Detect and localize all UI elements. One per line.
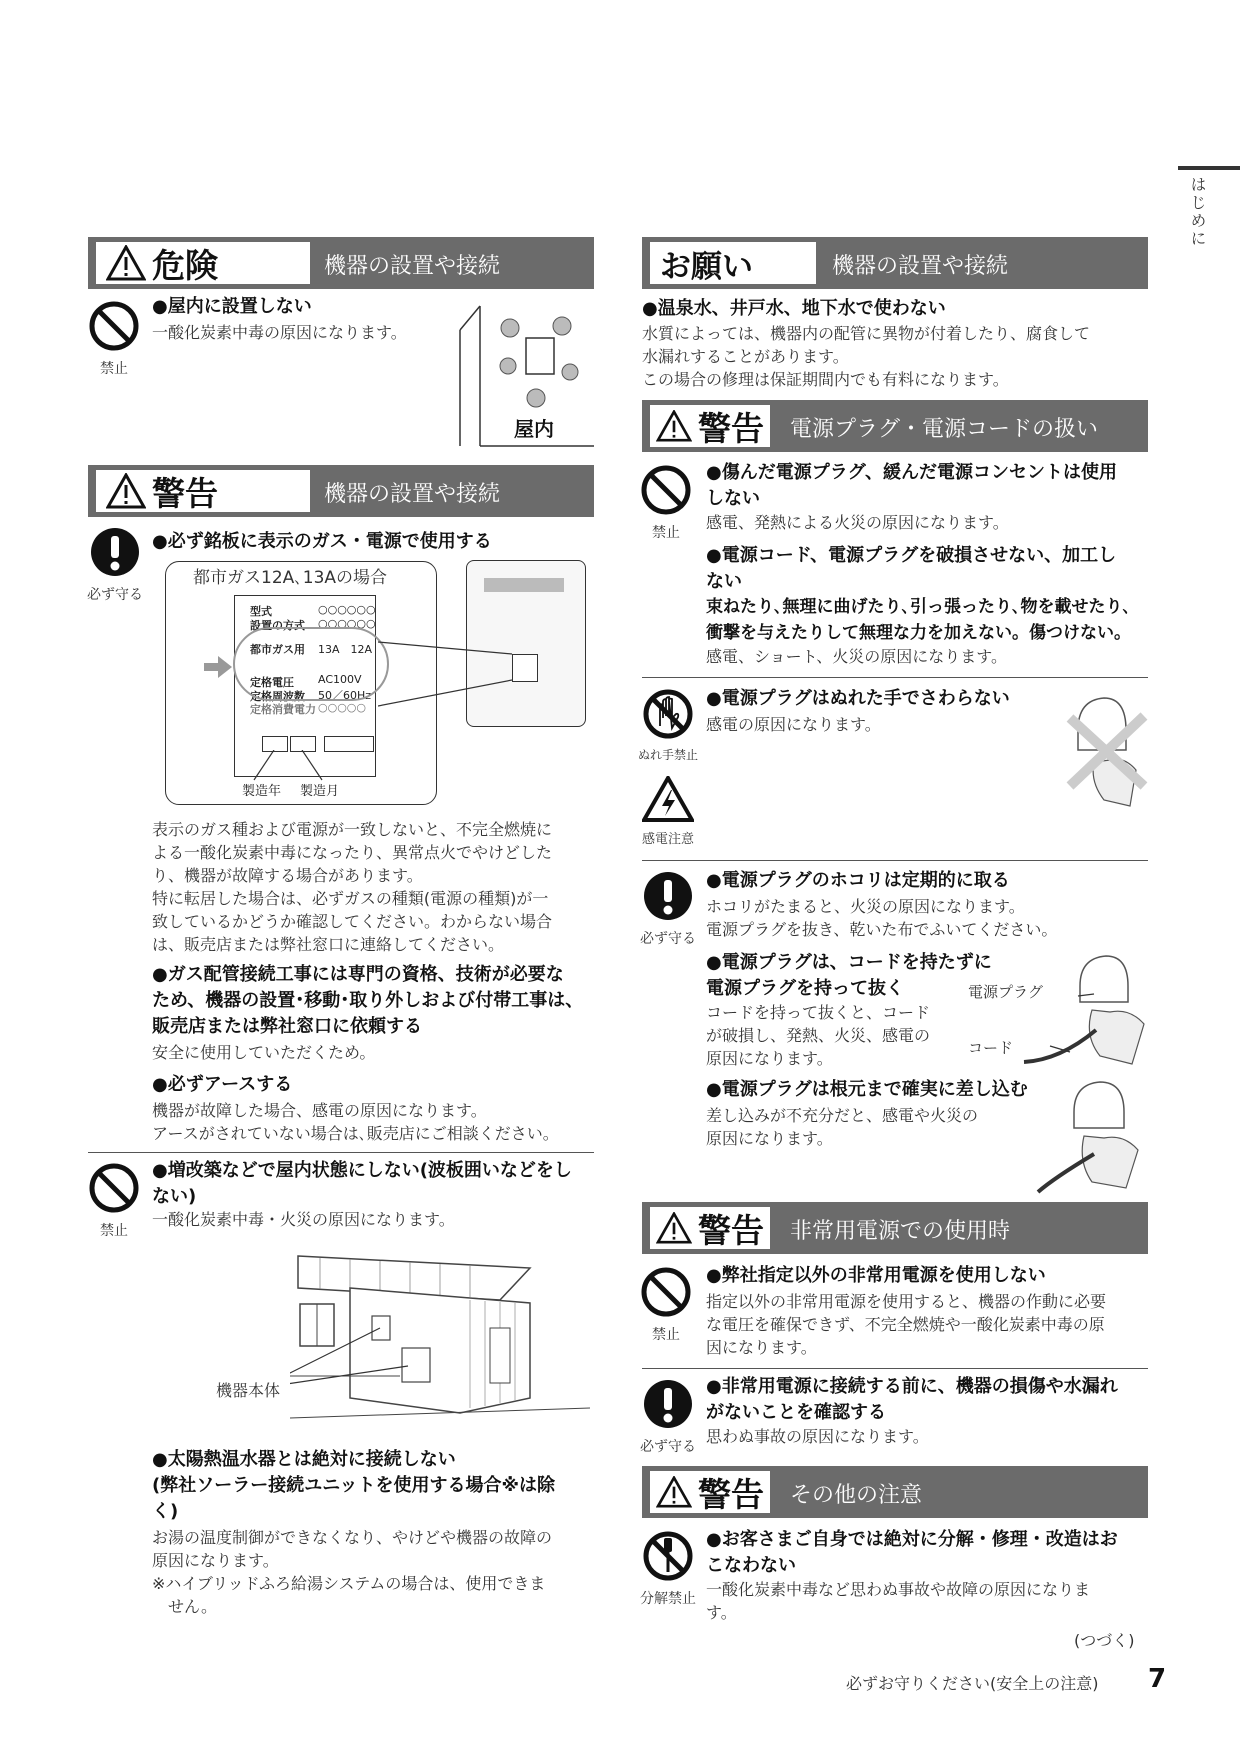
warning-triangle-icon [656,1476,692,1508]
disassembly-title-line: こなわない [706,1555,796,1576]
prohibited-icon [640,1266,692,1318]
plate-row2-value: ○○○○○○ [318,617,376,630]
nameplate-body-line: は、販売店または弊社窓口に連絡してください。 [152,935,505,954]
manufacture-month-label: 製造月 [300,784,340,799]
plate-row6-label: 定格消費電力 [250,703,316,716]
prohibited-symbol [88,1162,140,1240]
warning-badge [650,1471,770,1513]
wet-hands-label: ぬれ手禁止 [638,748,699,762]
prohibited-symbol [640,1266,692,1344]
emergency-check-title-line: ●非常用電源に接続する前に、機器の損傷や水漏れ [706,1376,1118,1397]
side-tab-label: はじめに [1188,176,1207,248]
plate-row6-value: ○○○○○ [318,701,366,714]
manufacture-year-label: 製造年 [242,784,282,799]
divider [642,860,1148,861]
prohibited-label: 禁止 [652,525,680,541]
solar-title-line: く) [152,1501,179,1522]
emergency-check-item-title [706,1374,1156,1426]
dust-body-line: 電源プラグを抜き、乾いた布でふいてください。 [706,920,1058,939]
disassembly-body-line: す。 [706,1603,737,1622]
solar-body-line: お湯の温度制御ができなくなり、やけどや機器の故障の [152,1528,553,1547]
prohibited-label: 禁止 [652,1327,680,1343]
solar-item-body [152,1526,602,1618]
warning-power-header [642,400,1148,452]
mandatory-label: 必ず守る [640,1439,696,1455]
earth-body-line: アースがされていない場合は､販売店にご相談ください。 [152,1124,559,1143]
pull-plug-title-line: 電源プラグを持って抜く [706,978,904,999]
insert-plug-illustration [1034,1074,1152,1194]
arrow-right-icon [204,656,232,682]
zoom-lines [378,630,518,710]
no-disassembly-label: 分解禁止 [640,1591,696,1607]
wet-hands-item-title: ●電源プラグはぬれた手でさわらない [706,688,1010,709]
nameplate-body-line: よる一酸化炭素中毒になったり、異常点火でやけどした [152,843,553,862]
nameplate-body-line: り、機器が故障する場合があります。 [152,866,423,885]
solar-item-title [152,1447,602,1525]
warning-install-title: 機器の設置や接続 [324,482,501,507]
cord-damage-strong-line: 束ねたり､無理に曲げたり､引っ張ったり､物を載せたり､ [706,597,1131,617]
solar-body-line: せん。 [152,1597,217,1616]
wet-hands-item-body: 感電の原因になります。 [706,715,881,734]
dust-item-title: ●電源プラグのホコリは定期的に取る [706,870,1010,891]
insert-plug-item-title: ●電源プラグは根元まで確実に差し込む [706,1079,1028,1100]
emergency-source-body-line: な電圧を確保できず、不完全燃焼や一酸化炭素中毒の原 [706,1315,1105,1334]
pull-plug-item-title [706,950,1006,1002]
solar-title-line: ●太陽熱温水器とは絶対に接続しない [152,1449,456,1470]
warning-label: 警告 [698,1210,764,1250]
water-heater-display [484,578,564,592]
plate-row3-label: 都市ガス用 [250,643,305,656]
plate-row4-label: 定格電圧 [250,676,294,689]
disassembly-item-body [706,1578,1156,1624]
enclosure-item-title [152,1158,602,1210]
warning-emergency-header [642,1202,1148,1254]
solar-title-line: (弊社ソーラー接続ユニットを使用する場合※は除 [152,1475,556,1496]
danger-label: 危険 [152,245,218,285]
divider [642,1368,1148,1369]
footer-text: 必ずお守りください(安全上の注意) [846,1674,1099,1693]
page-number: 7 [1148,1664,1167,1694]
request-title: 機器の設置や接続 [832,254,1009,279]
warning-label: 警告 [152,473,218,513]
insert-plug-item-body [706,1104,1006,1150]
earth-body-line: 機器が故障した場合、感電の原因になります。 [152,1101,487,1120]
solar-body-line: 原因になります。 [152,1551,279,1570]
mandatory-icon [642,870,694,922]
warning-badge [96,470,310,512]
request-header [642,237,1148,289]
cord-damage-item-body: 感電、ショート、火災の原因になります。 [706,647,1007,666]
damaged-plug-item-body: 感電、発熱による火災の原因になります。 [706,513,1009,532]
plate-row3-value: 13A 12A [318,643,373,656]
warning-power-title: 電源プラグ・電源コードの扱い [790,417,1099,442]
mandatory-label: 必ず守る [87,587,143,603]
disassembly-item-title [706,1527,1156,1579]
cord-damage-title-line: ●電源コード、電源プラグを破損させない、加工し [706,545,1117,566]
nameplate-caption: 都市ガス12A､13Aの場合 [193,568,388,588]
prohibited-icon [640,464,692,516]
nameplate-item-body [152,818,602,956]
prohibited-icon [88,300,140,352]
divider [642,677,1148,678]
appliance-label: 機器本体 [216,1381,281,1400]
indoor-label: 屋内 [514,417,554,441]
disassembly-body-line: 一酸化炭素中毒など思わぬ事故や故障の原因になりま [706,1580,1091,1599]
warning-badge [650,405,770,447]
pull-plug-body-line: 原因になります。 [706,1049,833,1068]
warning-badge [650,1207,770,1249]
wet-hand-plug-illustration [1064,690,1154,810]
prohibited-symbol [640,464,692,542]
emergency-source-body-line: 指定以外の非常用電源を使用すると、機器の作動に必要 [706,1292,1107,1311]
insert-plug-body-line: 原因になります。 [706,1129,833,1148]
warning-other-header [642,1466,1148,1518]
electric-shock-label: 感電注意 [641,832,694,847]
damaged-plug-title-line: ●傷んだ電源プラグ、緩んだ電源コンセントは使用 [706,462,1117,483]
prohibited-label: 禁止 [100,1223,128,1239]
gas-work-item-title [152,962,602,1040]
warning-triangle-icon [656,1212,692,1244]
plate-row2-label: 設置の方式 [250,619,305,632]
water-item-body [642,322,1152,391]
disassembly-title-line: ●お客さまご自身では絶対に分解・修理・改造はお [706,1529,1118,1550]
gas-work-item-body: 安全に使用していただくため。 [152,1043,376,1062]
gas-work-title-line: ●ガス配管接続工事には専門の資格、技術が必要な [152,964,564,985]
danger-item-title: ●屋内に設置しない [152,296,312,317]
enclosure-item-body: 一酸化炭素中毒・火災の原因になります。 [152,1210,455,1229]
cord-damage-title-line: ない [706,571,742,592]
gas-work-title-line: ため、機器の設置･移動･取り外しおよび付帯工事は、 [152,990,584,1011]
enclosure-title-line: ●増改築などで屋内状態にしない(波板囲いなどをし [152,1160,572,1181]
nameplate-body-line: 致しているかどうか確認してください。わからない場合 [152,912,553,931]
no-disassembly-symbol [636,1530,700,1608]
pull-plug-illustration [1020,950,1152,1070]
damaged-plug-item-title [706,460,1156,512]
electric-shock-icon [642,776,694,822]
emergency-source-body-line: 因になります。 [706,1338,817,1357]
warning-emergency-title: 非常用電源での使用時 [790,1219,1011,1244]
wet-hands-prohibited-symbol [638,688,698,763]
continued-note: (つづく) [1074,1631,1135,1650]
electric-shock-caution-symbol [640,776,696,847]
plate-highlight-oval [233,627,389,701]
plate-row4-value: AC100V [318,673,362,686]
mandatory-symbol [636,870,700,948]
dust-item-body [706,895,1156,941]
water-body-line: 水漏れすることがあります。 [642,347,849,366]
danger-title: 機器の設置や接続 [324,254,501,279]
emergency-source-item-title: ●弊社指定以外の非常用電源を使用しない [706,1265,1046,1286]
request-badge: お願い [650,242,816,284]
pull-plug-item-body [706,1001,976,1070]
pull-plug-body-line: が破損し、発熱、火災、感電の [706,1026,931,1045]
warning-label: 警告 [698,408,764,448]
no-disassembly-icon [642,1530,694,1582]
warning-triangle-icon [656,410,692,442]
plate-row1-label: 型式 [250,605,272,618]
mandatory-symbol [636,1378,700,1456]
insert-plug-body-line: 差し込みが不充分だと、感電や火災の [706,1106,979,1125]
nameplate-body-line: 特に転居した場合は、必ずガスの種類(電源の種類)が一 [152,889,549,908]
plug-label: 電源プラグ [968,983,1044,1001]
danger-header [88,237,594,289]
mandatory-symbol [84,526,146,604]
wet-hands-prohibited-icon [642,688,694,740]
danger-badge [96,242,310,284]
cord-damage-strong-line: 衝撃を与えたりして無理な力を加えない。傷つけない。 [706,623,1131,643]
pull-plug-body-line: コードを持って抜くと、コード [706,1003,931,1022]
emergency-check-item-body: 思わぬ事故の原因になります。 [706,1427,929,1446]
mandatory-icon [642,1378,694,1430]
emergency-source-item-body [706,1290,1156,1359]
plate-row1-value: ○○○○○○ [318,603,376,616]
mandatory-label: 必ず守る [640,931,696,947]
divider [88,1152,594,1153]
plate-row5-value: 50／60Hz [318,689,372,702]
house-illustration [290,1248,590,1428]
gas-work-title-line: 販売店または弊社窓口に依頼する [152,1016,422,1037]
nameplate-item-title: ●必ず銘板に表示のガス・電源で使用する [152,531,492,552]
mandatory-icon [89,526,141,578]
warning-other-title: その他の注意 [790,1483,923,1508]
prohibited-icon [88,1162,140,1214]
nameplate-body-line: 表示のガス種および電源が一致しないと、不完全燃焼に [152,820,553,839]
cord-damage-item-title [706,543,1156,595]
warning-triangle-icon [106,473,146,509]
solar-body-line: ※ハイブリッドふろ給湯システムの場合は、使用できま [152,1574,546,1593]
earth-item-title: ●必ずアースする [152,1074,293,1095]
warning-label: 警告 [698,1474,764,1514]
side-tab-marker [1178,166,1240,170]
prohibited-label: 禁止 [100,361,128,377]
cord-label: コード [968,1039,1014,1057]
water-body-line: 水質によっては、機器内の配管に異物が付着したり、腐食して [642,324,1091,343]
warning-triangle-icon [106,245,146,281]
dust-body-line: ホコリがたまると、火災の原因になります。 [706,897,1025,916]
warning-install-header [88,465,594,517]
cord-damage-strong [706,594,1156,646]
prohibited-symbol [88,300,140,378]
plate-row5-label: 定格周波数 [250,690,305,703]
enclosure-title-line: ない) [152,1186,197,1207]
pull-plug-title-line: ●電源プラグは、コードを持たずに [706,952,992,973]
damaged-plug-title-line: しない [706,488,760,509]
water-item-title: ●温泉水、井戸水、地下水で使わない [642,298,946,319]
emergency-check-title-line: がないことを確認する [706,1402,886,1423]
danger-item-body: 一酸化炭素中毒の原因になります。 [152,323,407,342]
water-body-line: この場合の修理は保証期間内でも有料になります。 [642,370,1009,389]
earth-item-body [152,1099,602,1145]
